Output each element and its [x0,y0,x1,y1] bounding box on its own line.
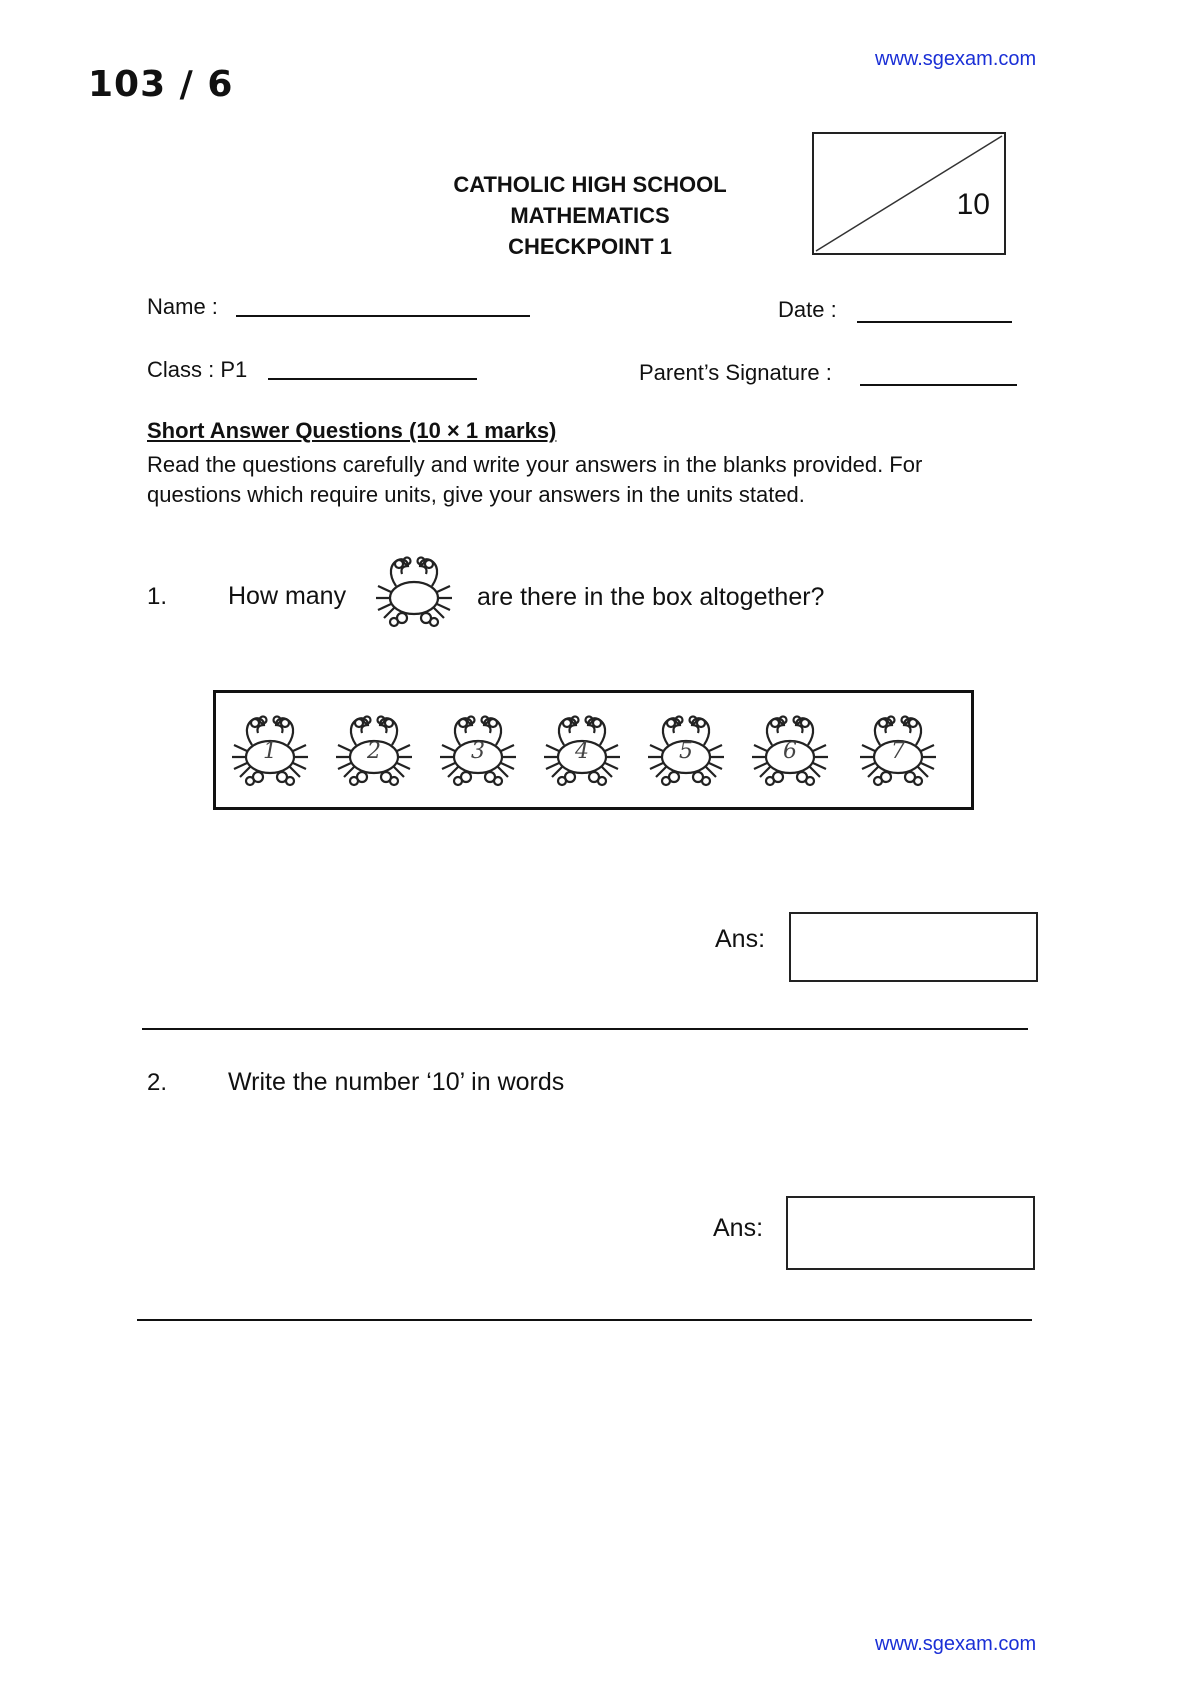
name-field[interactable] [236,315,530,317]
site-link-top[interactable]: www.sgexam.com [875,48,1037,70]
crab-number: 4 [575,739,589,764]
date-field[interactable] [857,321,1012,323]
signature-field[interactable] [860,384,1017,386]
crab-box [213,690,974,810]
crab-number: 7 [891,739,905,764]
crab-icon [368,552,460,632]
crab-number: 1 [263,739,277,764]
crab-item [744,711,836,796]
question-1-text-before: How many [228,582,347,610]
class-field[interactable] [268,378,477,380]
school-name: CATHOLIC HIGH SCHOOL [453,172,727,197]
handwritten-score: 103 / 6 [88,64,234,105]
subject-title: MATHEMATICS [510,203,670,228]
site-link-bottom[interactable]: www.sgexam.com [875,1633,1037,1655]
question-2-ans-label: Ans: [713,1214,764,1242]
question-1-number: 1. [147,583,168,610]
total-marks: 10 [956,188,990,221]
instructions-text: Read the questions carefully and write your answers in the blanks provided. For questions which require units, give your answers in the units stated. [147,452,923,507]
question-divider [142,1028,1028,1030]
question-1-text-after: are there in the box altogether? [477,583,825,611]
crab-item [432,711,524,796]
crab-number: 6 [783,739,797,764]
checkpoint-title: CHECKPOINT 1 [508,234,672,259]
crab-item [328,711,420,796]
marks-box [812,132,1006,255]
class-label: Class : P1 [147,357,248,382]
question-1-answer-box[interactable] [789,912,1038,982]
date-label: Date : [778,297,837,322]
crab-number: 3 [471,739,485,764]
signature-label: Parent’s Signature : [639,360,832,385]
crab-number: 2 [367,739,381,764]
crab-item [852,711,944,796]
question-divider [137,1319,1032,1321]
crab-item [536,711,628,796]
question-2-answer-box[interactable] [786,1196,1035,1270]
section-heading: Short Answer Questions (10 × 1 marks) [147,418,557,443]
crab-item [224,711,316,796]
question-2-number: 2. [147,1069,168,1096]
crab-number: 5 [679,739,693,764]
question-2-text: Write the number ‘10’ in words [228,1068,565,1096]
question-1-ans-label: Ans: [715,925,766,953]
name-label: Name : [147,294,218,319]
crab-item [640,711,732,796]
